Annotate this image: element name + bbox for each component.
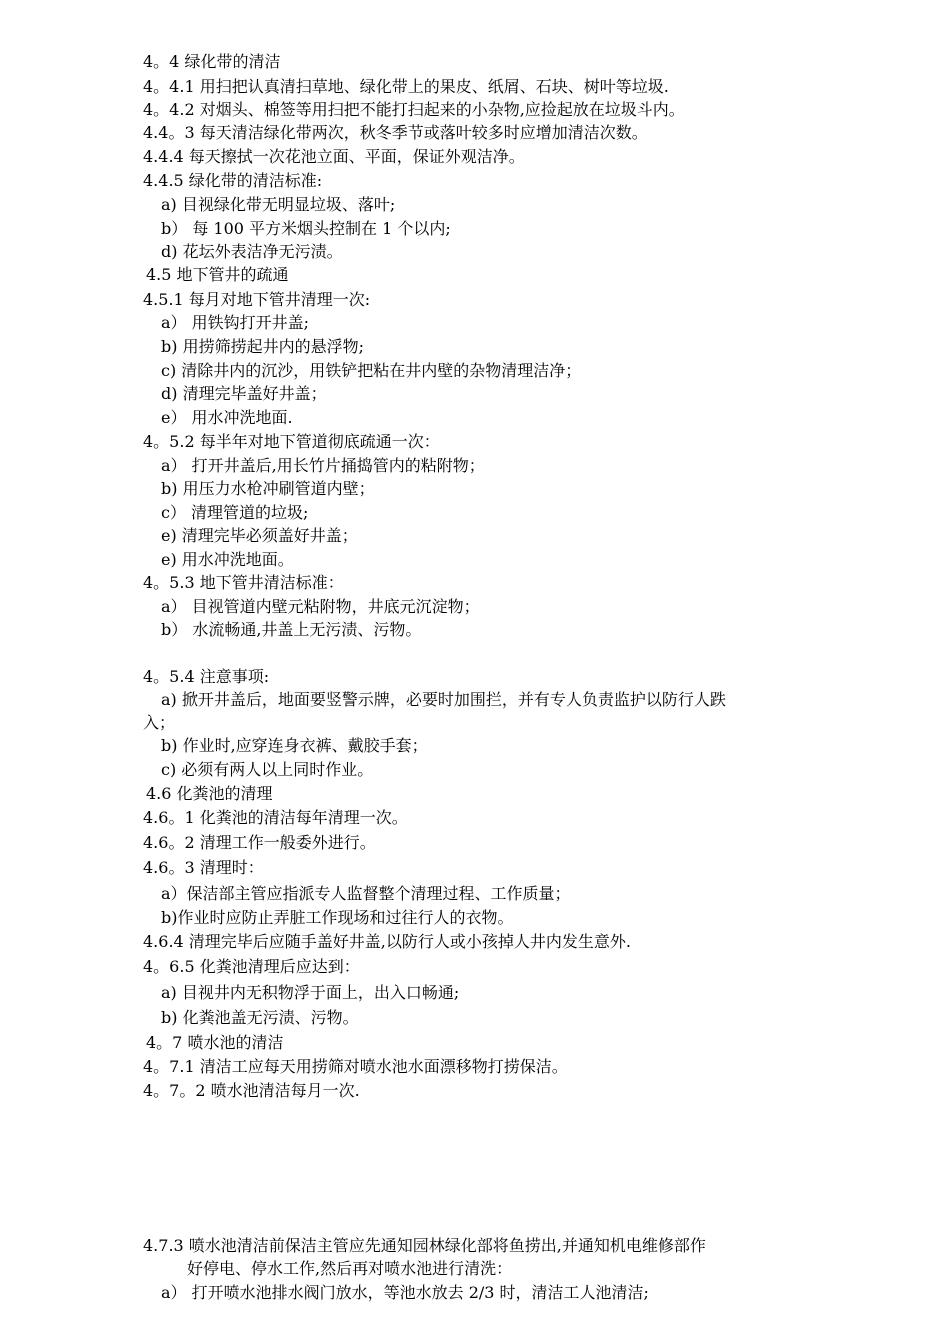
list-item: a） 用铁钩打开井盖;: [161, 313, 310, 332]
heading-4-6: 4.6 化粪池的清理: [146, 784, 273, 803]
list-item: b） 每 100 平方米烟头控制在 1 个以内;: [161, 219, 451, 238]
list-item: e) 清理完毕必须盖好井盖；: [161, 526, 358, 545]
list-item: b) 化粪池盖无污渍、污物。: [161, 1008, 359, 1027]
list-item: c） 清理管道的垃圾;: [161, 503, 309, 522]
list-item: e） 用水冲洗地面.: [161, 408, 293, 427]
text-line: 4.6.4 清理完毕后应随手盖好井盖,以防行人或小孩掉人井内发生意外.: [143, 932, 631, 951]
text-line: 4.4.4 每天擦拭一次花池立面、平面，保证外观洁净。: [143, 147, 525, 166]
text-line: 4。5.4 注意事项:: [143, 667, 270, 686]
text-line: 4。6.5 化粪池清理后应达到：: [143, 957, 360, 976]
text-line: 4。7.1 清洁工应每天用捞筛对喷水池水面漂移物打捞保洁。: [143, 1057, 568, 1076]
list-item: c) 必须有两人以上同时作业。: [161, 760, 374, 779]
list-item: a) 掀开井盖后，地面要竖警示牌，必要时加围拦，并有专人负责监护以防行人跌: [161, 690, 726, 709]
text-line: 4。5.2 每半年对地下管道彻底疏通一次：: [143, 432, 440, 451]
list-item: b)作业时应防止弄脏工作现场和过往行人的衣物。: [161, 908, 514, 927]
list-item: b) 用捞筛捞起井内的悬浮物;: [161, 337, 364, 356]
list-item: c) 清除井内的沉沙，用铁铲把粘在井内壁的杂物清理洁净；: [161, 361, 582, 380]
text-line: 4.6。3 清理时：: [143, 858, 264, 877]
heading-4-5: 4.5 地下管井的疏通: [146, 265, 289, 284]
text-line: 4。7。2 喷水池清洁每月一次.: [143, 1081, 360, 1100]
text-line: 4.4.5 绿化带的清洁标准:: [143, 171, 323, 190]
text-line: 4.6。2 清理工作一般委外进行。: [143, 833, 376, 852]
list-item: a） 目视管道内壁元粘附物，井底元沉淀物；: [161, 597, 480, 616]
text-line: 4.6。1 化粪池的清洁每年清理一次。: [143, 808, 408, 827]
list-item: b） 水流畅通,井盖上无污渍、污物。: [161, 620, 422, 639]
list-item: a）保洁部主管应指派专人监督整个清理过程、工作质量；: [161, 884, 571, 903]
list-item: b) 作业时,应穿连身衣裤、戴胶手套；: [161, 736, 428, 755]
text-line: 4.4。3 每天清洁绿化带两次，秋冬季节或落叶较多时应增加清洁次数。: [143, 123, 648, 142]
text-line: 4.5.1 每月对地下管井清理一次:: [143, 290, 371, 309]
text-line: 4.7.3 喷水池清洁前保洁主管应先通知园林绿化部将鱼捞出,并通知机电维修部作: [143, 1236, 706, 1255]
list-item: b) 用压力水枪冲刷管道内壁；: [161, 479, 375, 498]
list-item: a） 打开井盖后,用长竹片捅捣管内的粘附物；: [161, 456, 485, 475]
text-line: 4。4.2 对烟头、棉签等用扫把不能打扫起来的小杂物,应捡起放在垃圾斗内。: [143, 100, 685, 119]
list-item: e) 用水冲洗地面。: [161, 550, 294, 569]
heading-4-4: 4。4 绿化带的清洁: [143, 52, 281, 71]
list-item: a） 打开喷水池排水阀门放水，等池水放去 2/3 时，清洁工人池清洁;: [161, 1283, 649, 1302]
list-item: a) 目视井内无积物浮于面上，出入口畅通;: [161, 983, 460, 1002]
list-item: d) 清理完毕盖好井盖；: [161, 384, 327, 403]
text-line: 入；: [143, 713, 176, 732]
text-line: 4。5.3 地下管井清洁标准：: [143, 573, 344, 592]
text-line: 4。4.1 用扫把认真清扫草地、绿化带上的果皮、纸屑、石块、树叶等垃圾.: [143, 77, 669, 96]
text-line: 好停电、停水工作,然后再对喷水池进行清洗：: [187, 1259, 513, 1278]
list-item: a) 目视绿化带无明显垃圾、落叶;: [161, 195, 396, 214]
heading-4-7: 4。7 喷水池的清洁: [146, 1033, 284, 1052]
list-item: d) 花坛外表洁净无污渍。: [161, 242, 343, 261]
